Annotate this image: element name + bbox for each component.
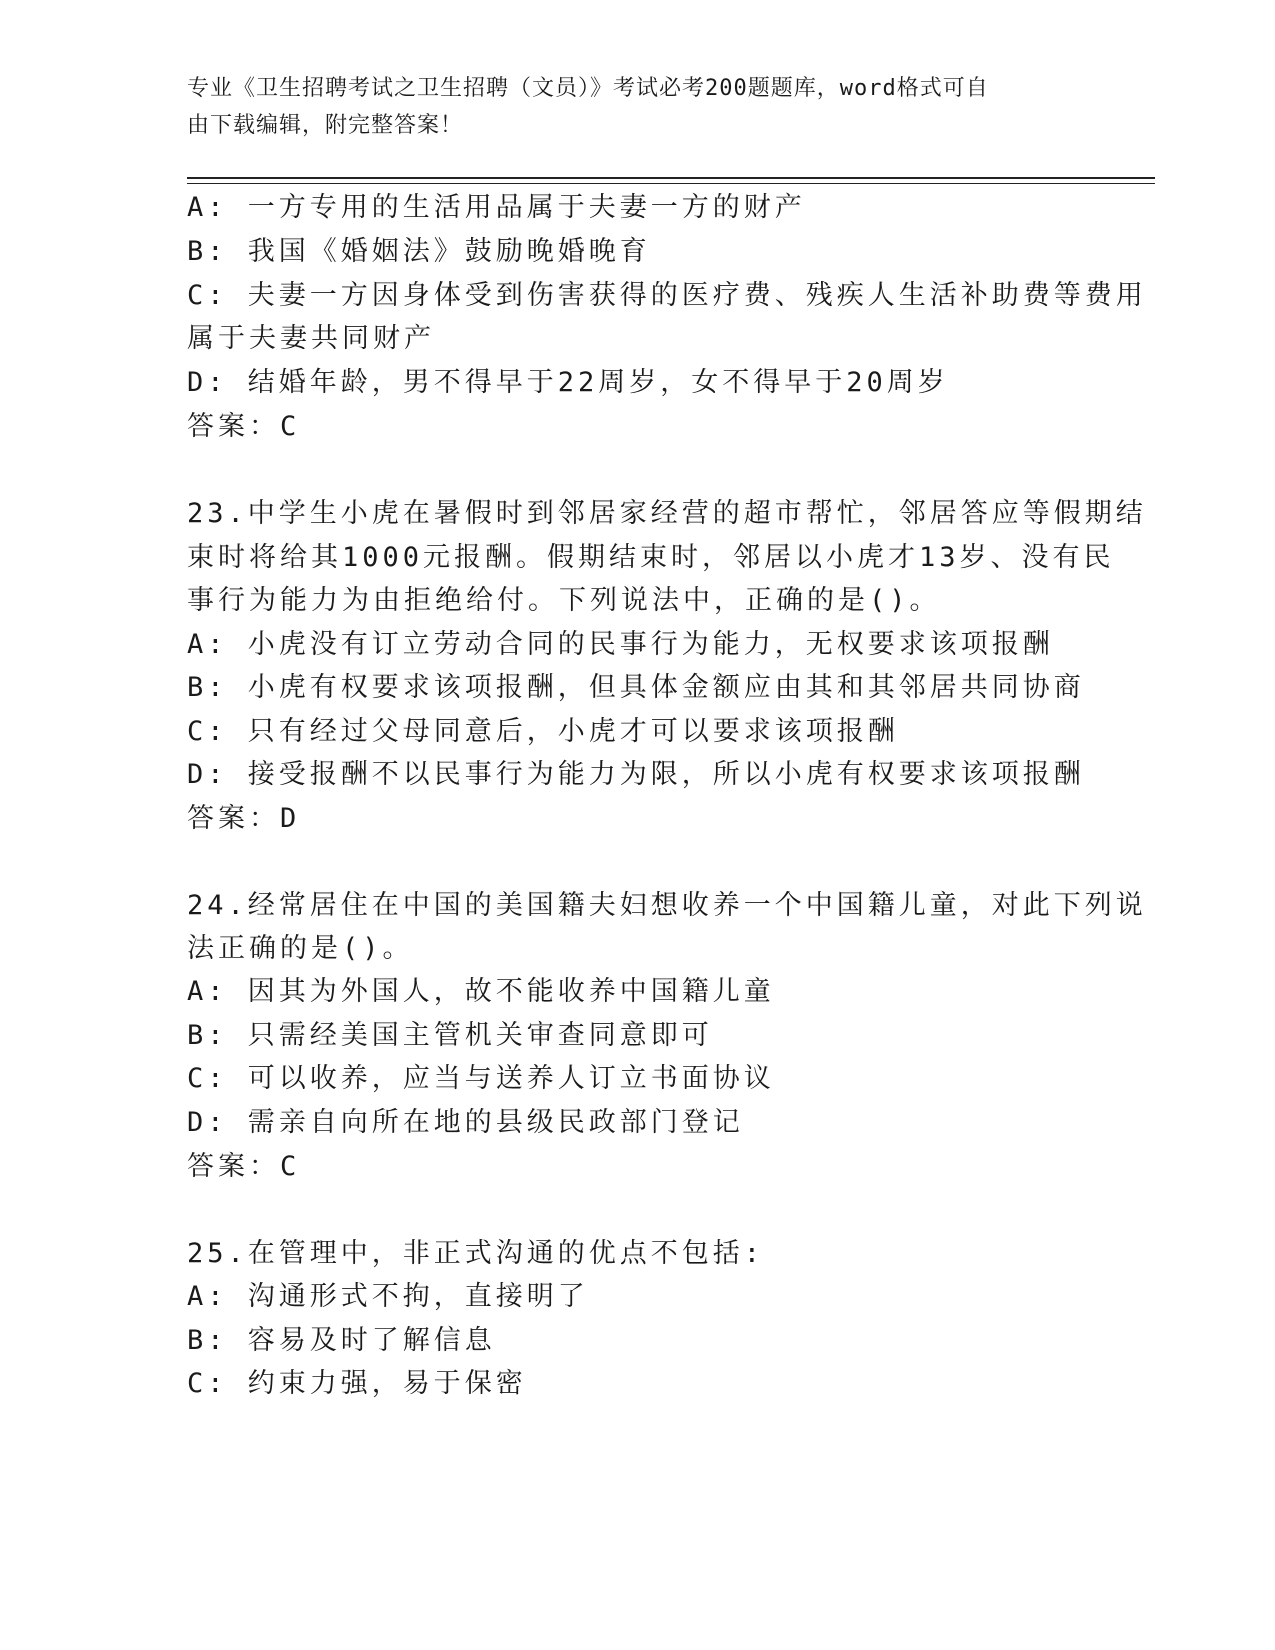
q24-stem-line1: 24.经常居住在中国的美国籍夫妇想收养一个中国籍儿童，对此下列说 bbox=[187, 890, 1147, 921]
document-header bbox=[187, 70, 1077, 144]
q24-option-b: B: 只需经美国主管机关审查同意即可 bbox=[187, 1020, 713, 1051]
q24-answer: 答案：C bbox=[187, 1151, 301, 1182]
q24-option-d: D: 需亲自向所在地的县级民政部门登记 bbox=[187, 1107, 744, 1138]
q23-stem-line2: 束时将给其1000元报酬。假期结束时，邻居以小虎才13岁、没有民 bbox=[187, 542, 1115, 573]
q23-answer: 答案：D bbox=[187, 803, 301, 834]
q24-option-c: C: 可以收养，应当与送养人订立书面协议 bbox=[187, 1063, 775, 1094]
q23-option-c: C: 只有经过父母同意后，小虎才可以要求该项报酬 bbox=[187, 716, 899, 747]
q22-answer: 答案：C bbox=[187, 411, 301, 442]
q22-option-a: A: 一方专用的生活用品属于夫妻一方的财产 bbox=[187, 192, 806, 223]
q23-option-a: A: 小虎没有订立劳动合同的民事行为能力，无权要求该项报酬 bbox=[187, 629, 1054, 660]
header-line-1: 专业《卫生招聘考试之卫生招聘（文员）》考试必考200题题库，word格式可自 bbox=[187, 76, 989, 101]
q22-option-b: B: 我国《婚姻法》鼓励晚婚晚育 bbox=[187, 236, 651, 267]
q25-stem-line1: 25.在管理中，非正式沟通的优点不包括: bbox=[187, 1238, 765, 1269]
q23-option-b: B: 小虎有权要求该项报酬，但具体金额应由其和其邻居共同协商 bbox=[187, 672, 1085, 703]
header-rule-thin bbox=[187, 183, 1155, 184]
q23-stem-line3: 事行为能力为由拒绝给付。下列说法中，正确的是()。 bbox=[187, 585, 941, 616]
q25-option-a: A: 沟通形式不拘，直接明了 bbox=[187, 1281, 589, 1312]
q25-option-b: B: 容易及时了解信息 bbox=[187, 1325, 496, 1356]
q22-option-d: D: 结婚年龄，男不得早于22周岁，女不得早于20周岁 bbox=[187, 367, 949, 398]
header-rule-thick bbox=[187, 177, 1155, 179]
q22-option-c-line2: 属于夫妻共同财产 bbox=[187, 323, 435, 354]
header-line-2: 由下载编辑，附完整答案！ bbox=[187, 113, 464, 138]
q22-option-c-line1: C: 夫妻一方因身体受到伤害获得的医疗费、残疾人生活补助费等费用 bbox=[187, 280, 1147, 311]
q25-option-c: C: 约束力强，易于保密 bbox=[187, 1368, 527, 1399]
q24-stem-line2: 法正确的是()。 bbox=[187, 933, 414, 964]
q23-stem-line1: 23.中学生小虎在暑假时到邻居家经营的超市帮忙，邻居答应等假期结 bbox=[187, 498, 1147, 529]
q24-option-a: A: 因其为外国人，故不能收养中国籍儿童 bbox=[187, 976, 775, 1007]
q23-option-d: D: 接受报酬不以民事行为能力为限，所以小虎有权要求该项报酬 bbox=[187, 759, 1085, 790]
